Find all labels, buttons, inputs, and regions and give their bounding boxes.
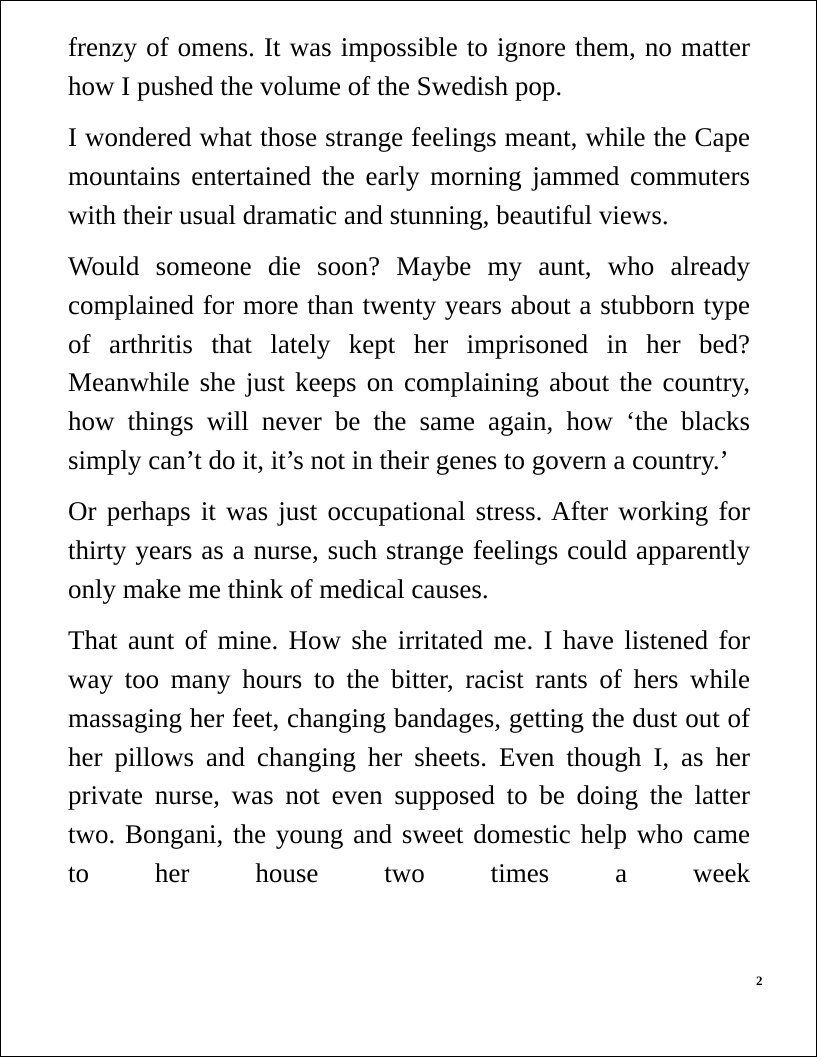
paragraph-2: I wondered what those strange feelings meant, while the Cape mountains entertained the early morning jammed commuters with their usual dramatic and stunning, beautiful views. <box>68 122 750 230</box>
page-number: 2 <box>756 973 763 988</box>
paragraph-3: Would someone die soon? Maybe my aunt, who already complained for more than twenty years about a stubborn type of arthritis that lately kept her imprisoned in her bed? Meanwhile she just keeps on complaining about the country, how things will never be the same again, how ‘the blacks simply can’t do it, it’s not in their genes to govern a country.’ <box>68 250 750 475</box>
paragraph-5: That aunt of mine. How she irritated me. I have listened for way too many hours to the bitter, racist rants of hers while massaging her feet, changing bandages, getting the dust out of her pillows and changing her sheets. Even though I, as her private nurse, was not even supposed to be doing the latter two. Bongani, the young and sweet domestic help who came to her house two times a week <box>68 625 750 888</box>
body-text <box>68 28 750 905</box>
paragraph-1: frenzy of omens. It was impossible to ignore them, no matter how I pushed the volume of the Swedish pop. <box>68 32 750 101</box>
paragraph-4: Or perhaps it was just occupational stress. After working for thirty years as a nurse, such strange feelings could apparently only make me think of medical causes. <box>68 496 750 604</box>
